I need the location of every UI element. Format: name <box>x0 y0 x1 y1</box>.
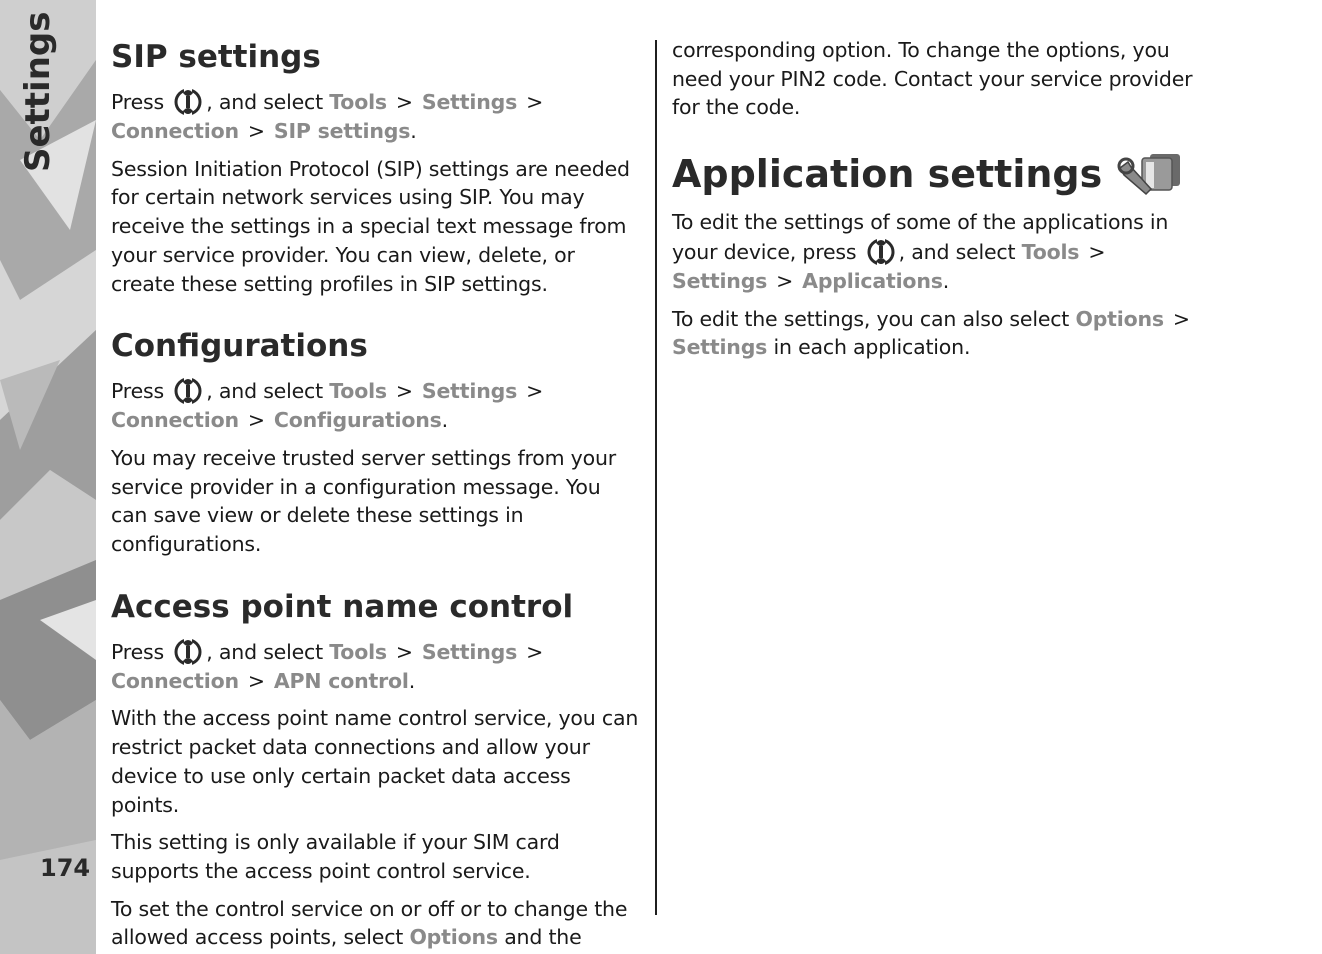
apn-instruction <box>111 637 643 696</box>
page-number: 174 <box>40 854 91 882</box>
apn-description-1: With the access point name control service, you can restrict packet data connections and allow your device to use only certain packet data access points. <box>111 706 639 817</box>
apn-text-end: and the <box>504 925 582 950</box>
path-separator: > <box>247 668 265 693</box>
path-separator: > <box>395 90 413 114</box>
menu-connection: Connection <box>111 668 239 693</box>
path-separator: > <box>526 639 544 664</box>
section-title: Settings <box>18 11 58 172</box>
and-select-text: , and select <box>206 90 323 114</box>
path-separator: > <box>247 119 265 143</box>
application-settings-title: Application settings <box>672 152 1103 197</box>
path-separator: > <box>526 90 544 114</box>
menu-tools: Tools <box>329 639 387 664</box>
continued-text: corresponding option. To change the options, you need your PIN2 code. Contact your service provider for the code. <box>672 38 1193 120</box>
path-separator: > <box>1088 239 1106 264</box>
path-separator: > <box>776 268 794 293</box>
menu-settings: Settings <box>421 379 518 404</box>
menu-tools: Tools <box>329 379 387 404</box>
app-settings-alt-instruction <box>672 305 1217 362</box>
menu-configurations: Configurations <box>273 408 442 433</box>
application-settings-icon <box>1116 150 1184 198</box>
menu-tools: Tools <box>1021 239 1080 264</box>
right-column <box>672 36 1217 362</box>
alt-instruction-text: To edit the settings, you can also select <box>672 306 1070 331</box>
apn-description-3 <box>111 895 643 952</box>
press-text: Press <box>111 639 164 664</box>
press-text: Press <box>111 90 164 114</box>
configurations-description: You may receive trusted server settings from your service provider in a configuration message. You can save view or delete these settings in configurations. <box>111 445 616 557</box>
menu-apn-control: APN control <box>273 668 409 693</box>
configurations-heading: Configurations <box>111 328 368 365</box>
application-settings-heading <box>672 149 1217 199</box>
period: . <box>410 119 417 143</box>
period: . <box>441 408 448 433</box>
menu-connection: Connection <box>111 408 239 433</box>
apn-description-2: This setting is only available if your SIM card supports the access point control service. <box>111 830 560 883</box>
path-separator: > <box>395 379 413 404</box>
press-text: Press <box>111 379 164 404</box>
menu-settings: Settings <box>421 639 518 664</box>
period: . <box>942 268 950 293</box>
left-column <box>111 36 643 952</box>
path-separator: > <box>247 408 265 433</box>
and-select-text: , and select <box>206 379 323 404</box>
period: . <box>408 668 416 693</box>
column-divider <box>655 40 657 915</box>
menu-key-icon <box>174 87 202 117</box>
menu-options: Options <box>1075 306 1164 331</box>
configurations-instruction <box>111 376 643 435</box>
alt-instruction-end: in each application. <box>773 335 971 360</box>
app-settings-instruction <box>672 208 1217 295</box>
menu-connection: Connection <box>111 119 239 143</box>
apn-control-heading: Access point name control <box>111 588 574 625</box>
menu-key-icon <box>867 237 895 267</box>
menu-applications: Applications <box>802 268 943 293</box>
menu-sip-settings: SIP settings <box>273 119 411 143</box>
apn-text: To set the control service on or off or to change the allowed access points, select <box>111 896 628 950</box>
sidebar <box>0 0 96 954</box>
app-instruction-text: To edit the settings of some of the applications in your device, press <box>672 210 1169 264</box>
sip-instruction <box>111 87 643 146</box>
path-separator: > <box>526 379 544 404</box>
menu-settings: Settings <box>672 268 768 293</box>
path-separator: > <box>395 639 413 664</box>
menu-options: Options <box>409 925 498 950</box>
path-separator: > <box>1172 306 1190 331</box>
and-select-text: , and select <box>898 239 1016 264</box>
menu-key-icon <box>174 376 202 406</box>
sip-settings-heading: SIP settings <box>111 39 321 75</box>
and-select-text: , and select <box>206 639 323 664</box>
menu-key-icon <box>174 637 202 667</box>
menu-tools: Tools <box>329 90 387 114</box>
menu-settings: Settings <box>672 335 768 360</box>
sip-description: Session Initiation Protocol (SIP) settings are needed for certain network services using SIP. You may receive the settings in a special text message from your service provider. You can view, delete, or create these setting profiles in SIP settings. <box>111 156 630 296</box>
menu-settings: Settings <box>421 90 518 114</box>
